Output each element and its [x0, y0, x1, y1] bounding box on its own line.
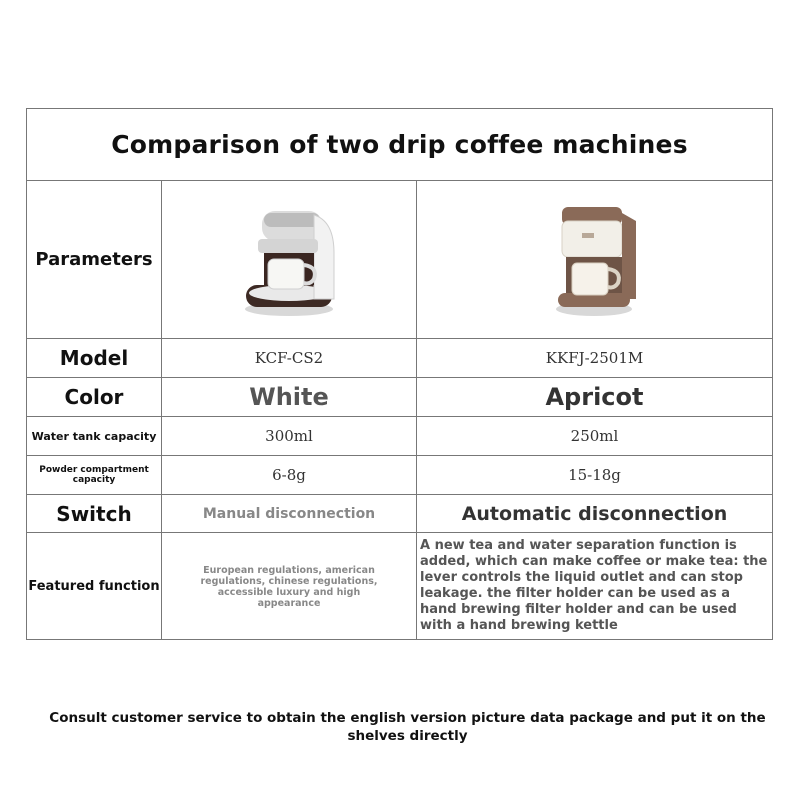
powder-compartment-label: Powder compartment capacity	[39, 465, 149, 485]
table-title: Comparison of two drip coffee machines	[111, 130, 688, 159]
featured-left-value: European regulations, american regulations, chinese regulations, accessible luxury and high appearance	[200, 564, 378, 609]
model-left-value: KCF-CS2	[254, 349, 324, 367]
color-left-value: White	[249, 383, 329, 411]
water-tank-right-value: 250ml	[570, 427, 619, 445]
water-tank-left-value: 300ml	[265, 427, 313, 445]
featured-right-value: A new tea and water separation function is added, which can make coffee or make tea: the lever controls the liquid outlet and can stop leakage. the filter holder can be used as a hand brewing filter holder and can be used with a hand brewing kettle	[420, 538, 768, 633]
footer-note: Consult customer service to obtain the english version picture data package and put it on the shelves directly	[49, 710, 766, 744]
switch-left-value: Manual disconnection	[202, 505, 376, 522]
white-coffee-machine-image	[162, 181, 416, 338]
switch-label: Switch	[56, 501, 132, 526]
apricot-coffee-machine-image	[417, 181, 772, 338]
powder-right-value: 15-18g	[568, 466, 621, 484]
model-label: Model	[59, 346, 129, 370]
comparison-table	[26, 108, 773, 640]
water-tank-label: Water tank capacity	[31, 429, 157, 443]
parameters-label: Parameters	[35, 249, 153, 270]
featured-function-label: Featured function	[28, 579, 160, 594]
color-label: Color	[64, 385, 124, 409]
powder-left-value: 6-8g	[272, 466, 306, 484]
switch-right-value: Automatic disconnection	[461, 502, 728, 525]
model-right-value: KKFJ-2501M	[545, 349, 644, 367]
color-right-value: Apricot	[545, 383, 644, 411]
